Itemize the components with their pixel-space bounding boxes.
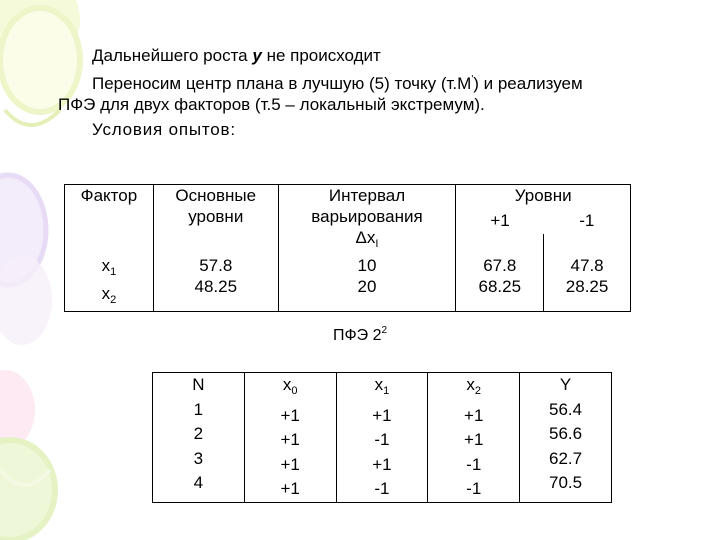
factor-cell: $x_1$ $x_2$	[65, 255, 154, 312]
pfe-title: ПФЭ $2^2$	[332, 325, 388, 344]
plan-table	[152, 372, 612, 503]
header-levels: Уровни	[456, 185, 631, 210]
y-column: Y 56.4 56.6 62.7 70.5	[520, 373, 612, 503]
n-column: N 1 2 3 4	[153, 373, 245, 503]
x2-column: $x_2$ +1 +1 -1 -1	[428, 373, 520, 503]
header-minus: -1	[544, 210, 631, 234]
x1-column: $x_1$ +1 -1 +1 -1	[336, 373, 428, 503]
header-plus: +1	[456, 210, 544, 234]
minus-level-cell: 47.8 28.25	[544, 255, 631, 312]
line-no-growth: Дальнейшего роста y не происходит	[92, 46, 381, 65]
header-levels-spacer	[544, 234, 631, 255]
line-move-center: Переносим центр плана в лучшую (5) точку (т.М') и реализуем	[92, 74, 583, 93]
header-interval: Интервал варьирования $\Delta x_I$	[278, 185, 456, 256]
header-levels-spacer	[456, 234, 544, 255]
factors-body-row	[65, 255, 631, 312]
header-factor: Фактор	[65, 185, 154, 256]
factors-header-row	[65, 185, 631, 210]
x0-column: $x_0$ +1 +1 +1 +1	[244, 373, 336, 503]
plan-table-row	[153, 373, 612, 503]
interval-cell: 10 20	[278, 255, 456, 312]
header-base-levels: Основные уровни	[153, 185, 278, 256]
line-experiment-conditions: Условия опытов:	[92, 120, 236, 139]
base-cell: 57.8 48.25	[153, 255, 278, 312]
plus-level-cell: 67.8 68.25	[456, 255, 544, 312]
line-pfe-two-factors: ПФЭ для двух факторов (т.5 – локальный экстремум).	[58, 95, 485, 114]
factors-table	[64, 184, 631, 312]
